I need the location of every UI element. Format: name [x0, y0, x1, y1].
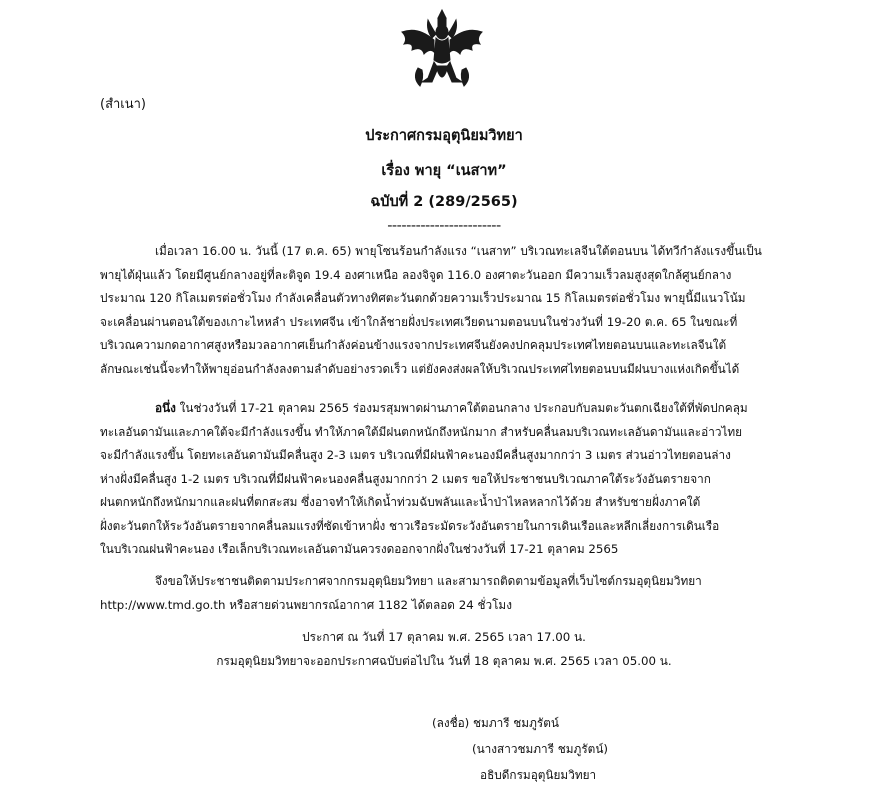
paragraph-line: ห่างฝั่งมีคลื่นสูง 1-2 เมตร บริเวณที่มีฝนฟ้าคะนองคลื่นสูงมากกว่า 2 เมตร ขอให้ประชาชนบริเวณภาคใต้ระวังอันตรายจาก: [100, 471, 711, 486]
paragraph-line: ลักษณะเช่นนี้จะทำให้พายุอ่อนกำลังลงตามลำดับอย่างรวดเร็ว แต่ยังคงส่งผลให้บริเวณประเทศไทยตอนบนมีฝนบางแห่งเกิดขึ้นได้: [100, 361, 740, 376]
paragraph-line: http://www.tmd.go.th หรือสายด่วนพยากรณ์อากาศ 1182 ได้ตลอด 24 ชั่วโมง: [100, 597, 512, 612]
announcement-subject: เรื่อง พายุ “เนสาท”: [381, 163, 507, 179]
paragraph-line: จึงขอให้ประชาชนติดตามประกาศจากกรมอุตุนิยมวิทยา และสามารถติดตามข้อมูลที่เว็บไซต์กรมอุตุนิยมวิทยา: [155, 574, 702, 588]
paragraph-follow-updates: [100, 570, 788, 617]
paragraph-line: พายุไต้ฝุ่นแล้ว โดยมีศูนย์กลางอยู่ที่ละติจูด 19.4 องศาเหนือ ลองจิจูด 116.0 องศาตะวันออก มีความเร็วลมสูงสุดใกล้ศูนย์กลาง: [100, 267, 732, 282]
paragraph-line: จะเคลื่อนผ่านตอนใต้ของเกาะไหหลำ ประเทศจีน เข้าใกล้ชายฝั่งประเทศเวียดนามตอนบนในช่วงวันที่ 19-20 ต.ค. 65 ในขณะที่: [100, 314, 738, 329]
signature-name: (นางสาวชมภารี ชมภูรัตน์): [472, 742, 608, 756]
paragraph-line: [100, 397, 788, 421]
separator-line: ------------------------: [387, 218, 501, 234]
paragraph-lead-word: อนึ่ง: [155, 401, 176, 415]
paragraph-line: ในบริเวณฝนฟ้าคะนอง เรือเล็กบริเวณทะเลอันดามันควรงดออกจากฝั่งในช่วงวันที่ 17-21 ตุลาคม 2565: [100, 542, 619, 556]
paragraph-line: เมื่อเวลา 16.00 น. วันนี้ (17 ต.ค. 65) พายุโซนร้อนกำลังแรง “เนสาท” บริเวณทะเลจีนใต้ตอนบน ได้ทวีกำลังแรงขึ้นเป็น: [155, 244, 762, 258]
paragraph-line: ประมาณ 120 กิโลเมตรต่อชั่วโมง กำลังเคลื่อนตัวทางทิศตะวันตกด้วยความเร็วประมาณ 15 กิโลเมตรต่อชั่วโมง พายุนี้มีแนวโน้ม: [100, 291, 746, 305]
signature-position: อธิบดีกรมอุตุนิยมวิทยา: [480, 768, 597, 782]
paragraph-line: จะมีกำลังแรงขึ้น โดยทะเลอันดามันมีคลื่นสูง 2-3 เมตร บริเวณที่มีฝนฟ้าคะนองมีคลื่นสูงมากกว่า 3 เมตร ส่วนอ่าวไทยตอนล่าง: [100, 448, 731, 462]
paragraph-line: บริเวณความกดอากาศสูงหรือมวลอากาศเย็นกำลังค่อนข้างแรงจากประเทศจีนยังคงปกคลุมประเทศไทยตอนบนและทะเลจีนใต้: [100, 338, 727, 352]
paragraph-line: ทะเลอันดามันและภาคใต้จะมีกำลังแรงขึ้น ทำให้ภาคใต้มีฝนตกหนักถึงหนักมาก สำหรับคลื่นลมบริเวณทะเลอันดามันและอ่าวไทย: [100, 424, 743, 439]
garuda-emblem-icon: [398, 8, 486, 90]
paragraph-storm-status: [100, 240, 788, 381]
copy-label: (สำเนา): [100, 97, 147, 112]
next-announcement: กรมอุตุนิยมวิทยาจะออกประกาศฉบับต่อไปใน วันที่ 18 ตุลาคม พ.ศ. 2565 เวลา 05.00 น.: [216, 654, 672, 668]
signature-signed: (ลงชื่อ) ชมภารี ชมภูรัตน์: [432, 716, 559, 730]
paragraph-line: ฝั่งตะวันตกให้ระวังอันตรายจากคลื่นลมแรงที่ซัดเข้าหาฝั่ง ชาวเรือระมัดระวังอันตรายในการเดินเรือและหลีกเลี่ยงการเดินเรือ: [100, 518, 720, 533]
announcement-title: ประกาศกรมอุตุนิยมวิทยา: [365, 128, 523, 144]
paragraph-line: ฝนตกหนักถึงหนักมากและฝนที่ตกสะสม ซึ่งอาจทำให้เกิดน้ำท่วมฉับพลันและน้ำป่าไหลหลากไว้ด้วย สำหรับชายฝั่งภาคใต้: [100, 495, 701, 509]
paragraph-monsoon-warning: [100, 397, 788, 562]
announcement-issue: ฉบับที่ 2 (289/2565): [370, 194, 518, 210]
announced-date: ประกาศ ณ วันที่ 17 ตุลาคม พ.ศ. 2565 เวลา 17.00 น.: [302, 630, 586, 644]
paragraph-line-text: ในช่วงวันที่ 17-21 ตุลาคม 2565 ร่องมรสุมพาดผ่านภาคใต้ตอนกลาง ประกอบกับลมตะวันตกเฉียงใต้ที่พัดปกคลุม: [175, 401, 748, 415]
